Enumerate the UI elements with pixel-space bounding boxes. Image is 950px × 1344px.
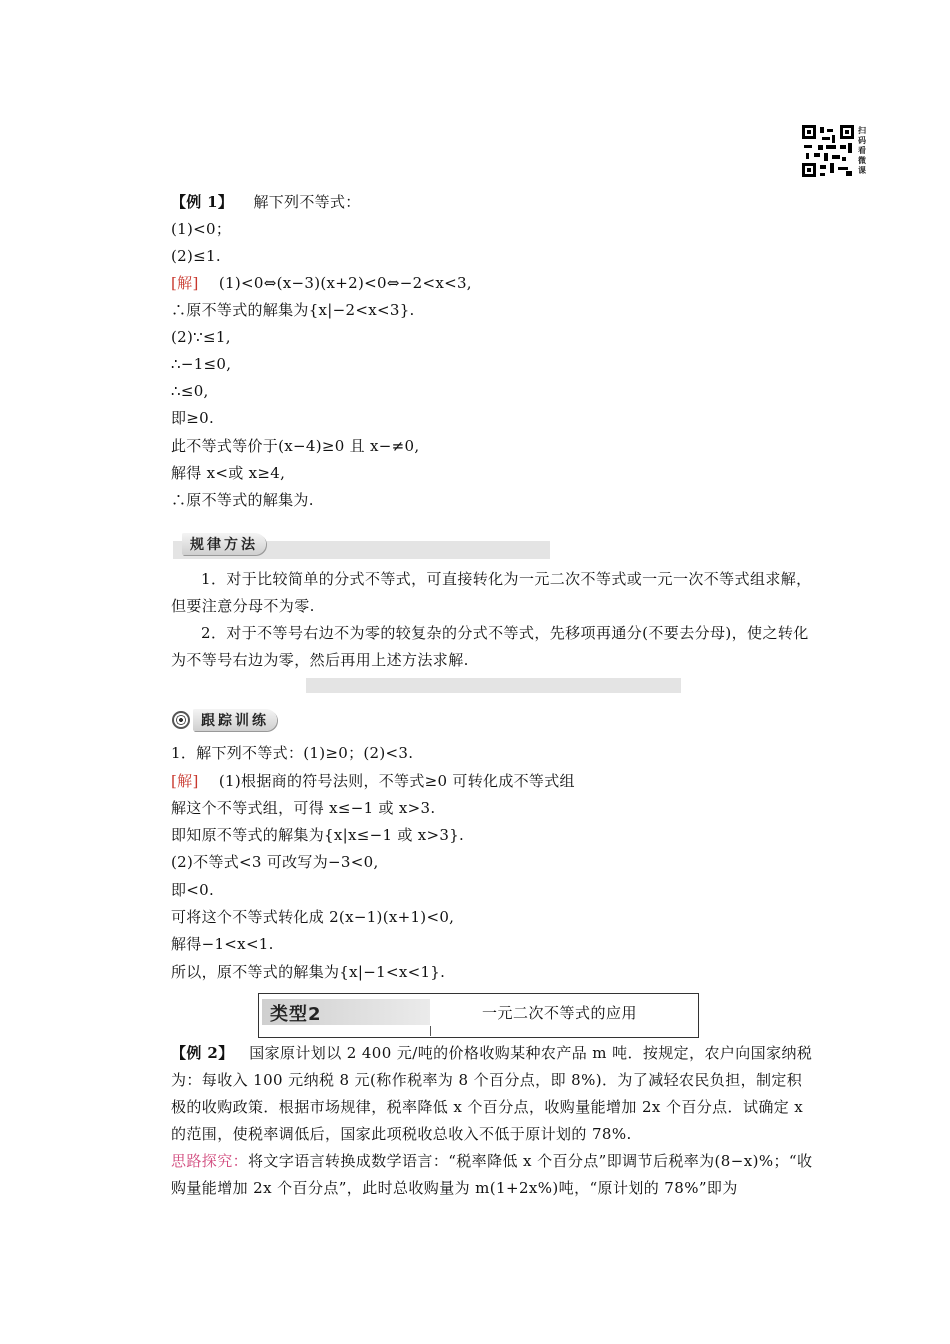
training-tag: 跟踪训练 <box>193 709 277 731</box>
example1-solution-line: ∴≤0, <box>171 382 209 400</box>
example1-solution-line: 解得 x<或 x≥4, <box>171 464 286 482</box>
example1-heading: 【例 1】 <box>171 193 234 211</box>
example2-paragraph <box>171 1040 814 1148</box>
example1-heading-line <box>171 192 361 212</box>
example1-solution-line: (2)∵≤1, <box>171 328 231 346</box>
example1-item-2: (2)≤1. <box>171 247 221 265</box>
example1-solution-start <box>171 273 472 293</box>
qr-caption: 扫 码 看 微 课 <box>858 126 866 175</box>
solution-tag: [解] <box>171 274 199 292</box>
example1-solution-line: ∴−1≤0, <box>171 355 232 373</box>
thinking-text: 将文字语言转换成数学语言：“税率降低 x 个百分点”即调节后税率为(8−x)%；“收购量能增加 2x 个百分点”，此时总收购量为 m(1+2x%)吨，“原计划的 78%”即为 <box>171 1152 813 1197</box>
thinking-tag: 思路探究： <box>171 1152 249 1170</box>
training-solution-start <box>171 771 575 791</box>
type2-label: 类型2 <box>270 1004 322 1025</box>
method-tag: 规律方法 <box>182 533 266 555</box>
example2-text: 国家原计划以 2 400 元/吨的价格收购某种农产品 m 吨．按规定，农户向国家纳税为：每收入 100 元纳税 8 元(称作税率为 8 个百分点，即 8%)．为了减轻农民负担，制定积极的收购政策．根据市场规律，税率降低 x 个百分点，收购量能增加 2x 个百分点．试确定 x 的范围，使税率调低后，国家此项税收总收入不低于原计划的 78%. <box>171 1044 813 1143</box>
type2-divider <box>430 1026 431 1036</box>
training-solution-line: 所以，原不等式的解集为{x|−1<x<1}. <box>171 963 446 981</box>
solution-tag: [解] <box>171 772 199 790</box>
qr-code[interactable] <box>802 125 854 177</box>
example1-solution-line: 此不等式等价于(x−4)≥0 且 x−≠0, <box>171 437 420 455</box>
example1-prompt: 解下列不等式： <box>253 193 361 211</box>
example1-solution-line: ∴原不等式的解集为{x|−2<x<3}. <box>171 301 415 319</box>
target-icon <box>172 711 190 729</box>
training-solution-line: 可将这个不等式转化成 2(x−1)(x+1)<0, <box>171 908 455 926</box>
example1-solution-line: 即≥0. <box>171 409 215 427</box>
example1-item-1: (1)<0； <box>171 220 232 238</box>
training-solution-line: 解这个不等式组，可得 x≤−1 或 x>3. <box>171 799 436 817</box>
training-solution-line: (2)不等式<3 可改写为−3<0, <box>171 853 379 871</box>
method-paragraph: 1．对于比较简单的分式不等式，可直接转化为一元二次不等式或一元一次不等式组求解，但要注意分母不为零. <box>171 570 812 615</box>
solution-text: (1)<0⇔(x−3)(x+2)<0⇔−2<x<3, <box>218 274 472 292</box>
example1-solution-line: ∴原不等式的解集为. <box>171 491 314 509</box>
training-question: 1．解下列不等式：(1)≥0；(2)<3. <box>171 744 414 762</box>
type2-title: 一元二次不等式的应用 <box>482 1004 638 1022</box>
training-solution-line: 即<0. <box>171 881 215 899</box>
example2-heading: 【例 2】 <box>171 1044 234 1062</box>
section-divider-bar <box>306 678 681 693</box>
method-paragraph: 2．对于不等号右边不为零的较复杂的分式不等式，先移项再通分(不要去分母)，使之转化为不等号右边为零，然后再用上述方法求解. <box>171 624 809 669</box>
training-solution-line: 即知原不等式的解集为{x|x≤−1 或 x>3}. <box>171 826 465 844</box>
training-solution-line: 解得−1<x<1. <box>171 935 274 953</box>
example2-thinking <box>171 1148 814 1202</box>
solution-text: (1)根据商的符号法则，不等式≥0 可转化成不等式组 <box>218 772 575 790</box>
